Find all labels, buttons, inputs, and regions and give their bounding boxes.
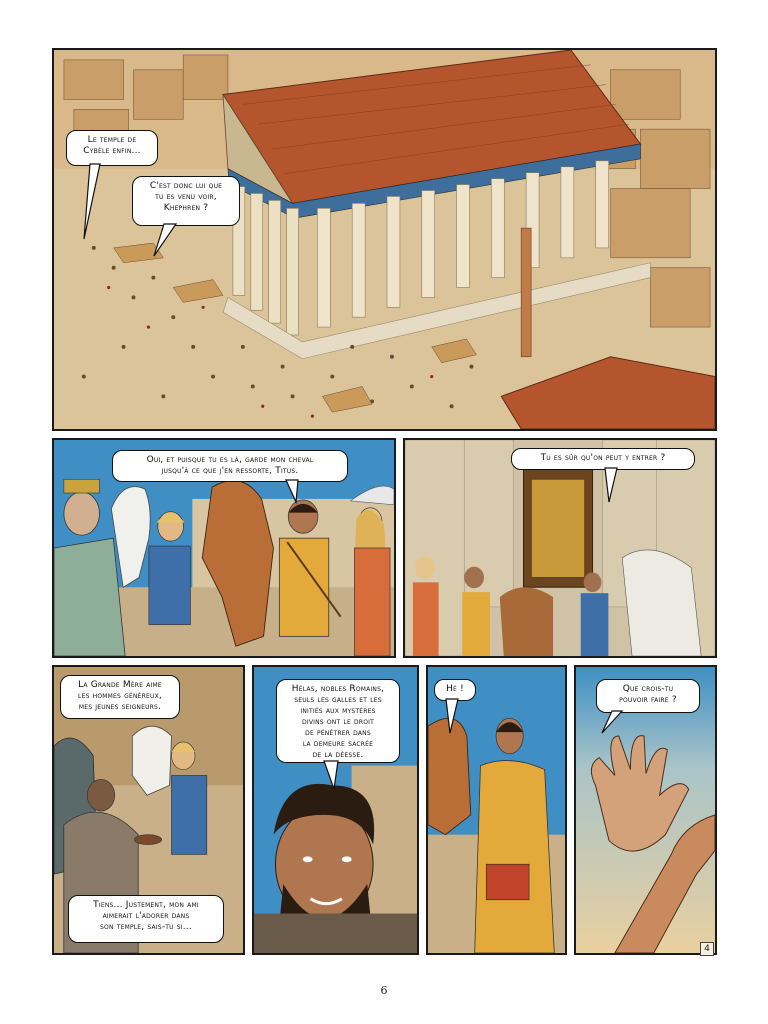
speech-bubble-tail — [601, 468, 631, 508]
panel-temple-entrance — [403, 438, 717, 658]
speech-bubble-tail — [82, 164, 122, 244]
panel-bearded-man — [252, 665, 419, 955]
panel-merchant — [52, 665, 245, 955]
speech-bubble: C'est donc lui que tu es venu voir, Khephren ? — [132, 176, 240, 226]
panel-hands — [574, 665, 717, 955]
page-number: 6 — [380, 984, 388, 997]
speech-bubble: La Grande Mère aime les hommes généreux, mes jeunes seigneurs. — [60, 675, 180, 719]
speech-bubble: Tu es sûr qu'on peut y entrer ? — [511, 448, 695, 470]
panel-young-man — [426, 665, 567, 955]
speech-bubble: Hélas, nobles Romains, seuls les galles et les initiés aux mystères divins ont le droit de pénétrer dans la demeure sacrée de la déesse. — [276, 679, 400, 763]
speech-bubble: Hé ! — [434, 679, 476, 701]
speech-bubble-tail — [282, 480, 312, 510]
speech-bubble-tail — [154, 224, 194, 264]
speech-bubble: Le temple de Cybèle enfin... — [66, 130, 158, 166]
speech-bubble-tail — [600, 711, 630, 741]
speech-bubble: Oui, et puisque tu es là, garde mon cheval jusqu'à ce que j'en ressorte, Titus. — [112, 450, 348, 482]
panel-temple-overview — [52, 48, 717, 431]
speech-bubble-tail — [442, 699, 468, 739]
panel-number-mark: 4 — [700, 942, 714, 956]
speech-bubble: Que crois-tu pouvoir faire ? — [596, 679, 700, 713]
speech-bubble-tail — [320, 761, 350, 795]
panel-horse-crowd — [52, 438, 396, 658]
temple-entrance-illustration — [405, 440, 715, 656]
speech-bubble: Tiens... Justement, mon ami aimerait l'adorer dans son temple, sais-tu si... — [68, 895, 224, 943]
